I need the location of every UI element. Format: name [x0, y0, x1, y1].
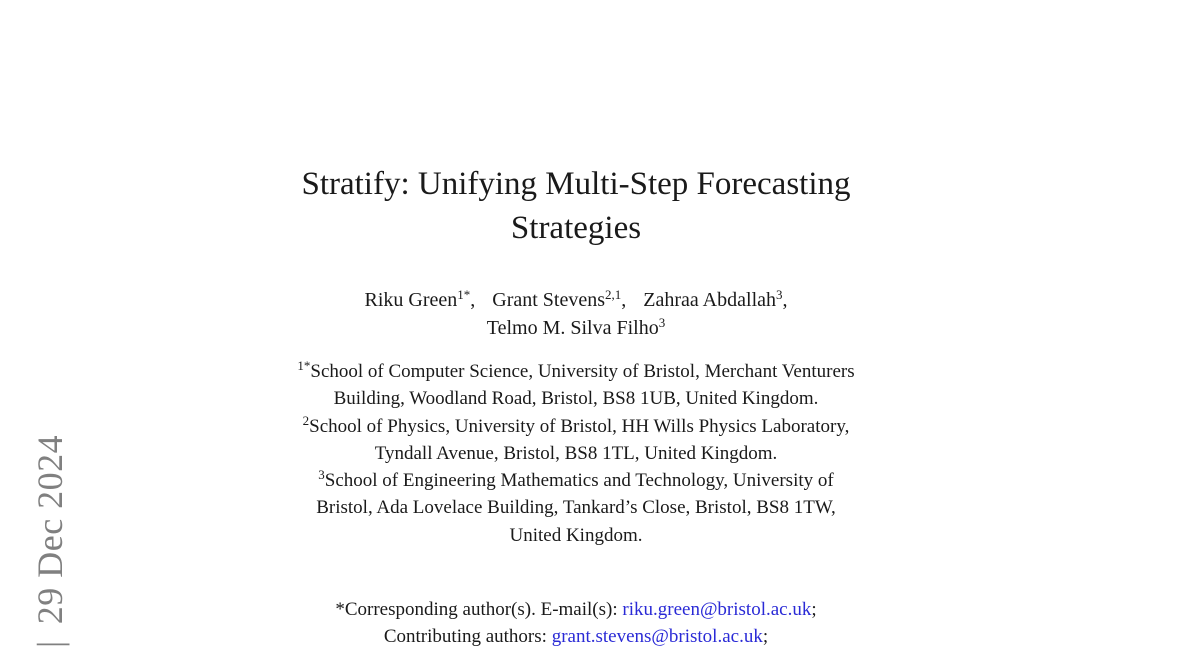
contact-info [0, 596, 1152, 650]
author-name: Zahraa Abdallah [643, 289, 776, 311]
affiliation-mark: 1* [297, 358, 311, 373]
affiliation-mark: 3 [318, 467, 325, 483]
affiliation-line: Building, Woodland Road, Bristol, BS8 1UB, United Kingdom. [333, 388, 819, 410]
corresponding-line [0, 596, 1152, 623]
author-1: Riku Green$^{1*}$, [364, 287, 476, 311]
affiliation-2 [0, 413, 1152, 468]
affiliation-line: United Kingdom. [509, 524, 643, 546]
author-mark: 1* [457, 287, 471, 302]
contributing-email-link[interactable]: grant.stevens@bristol.ac.uk [551, 626, 763, 647]
author-mark: 2,1 [605, 287, 622, 302]
corresponding-label: *Corresponding author(s). E-mail(s): [335, 599, 618, 620]
author-mark: 3 [658, 315, 666, 330]
paper-title [0, 162, 1152, 250]
corresponding-email-link[interactable]: riku.green@bristol.ac.uk [622, 599, 812, 620]
affiliations [0, 358, 1152, 549]
affiliation-line: Bristol, Ada Lovelace Building, Tankard’s Close, Bristol, BS8 1TW, [316, 497, 836, 519]
affiliation-1 [0, 358, 1152, 413]
author-name: Riku Green [364, 289, 458, 311]
author-mark: 3 [776, 287, 783, 302]
author-name: Grant Stevens [492, 289, 606, 311]
title-line-2: Strategies [510, 210, 642, 246]
affiliation-mark: 2 [302, 412, 310, 428]
author-4 [487, 317, 665, 339]
stamp-bar: | [30, 640, 70, 648]
stamp-date: 29 Dec 2024 [30, 434, 70, 625]
author-3: Zahraa Abdallah$^3$, [643, 287, 788, 311]
affiliation-line: School of Computer Science, University of Bristol, Merchant Venturers [310, 361, 855, 382]
affiliation-line: School of Engineering Mathematics and Technology, University of [324, 470, 834, 492]
separator: ; [811, 599, 817, 620]
author-list [0, 286, 1152, 342]
affiliation-3 [0, 467, 1152, 549]
affiliation-line: Tyndall Avenue, Bristol, BS8 1TL, United Kingdom. [374, 442, 778, 464]
contributing-label: Contributing authors: [383, 626, 547, 647]
separator: ; [762, 626, 769, 647]
contributing-line [0, 623, 1152, 650]
title-line-1: Stratify: Unifying Multi-Step Forecasting [301, 166, 851, 202]
affiliation-line: School of Physics, University of Bristol, HH Wills Physics Laboratory, [309, 415, 850, 437]
author-2: Grant Stevens$^{2,1}$, [492, 287, 627, 311]
author-name: Telmo M. Silva Filho [486, 317, 659, 339]
